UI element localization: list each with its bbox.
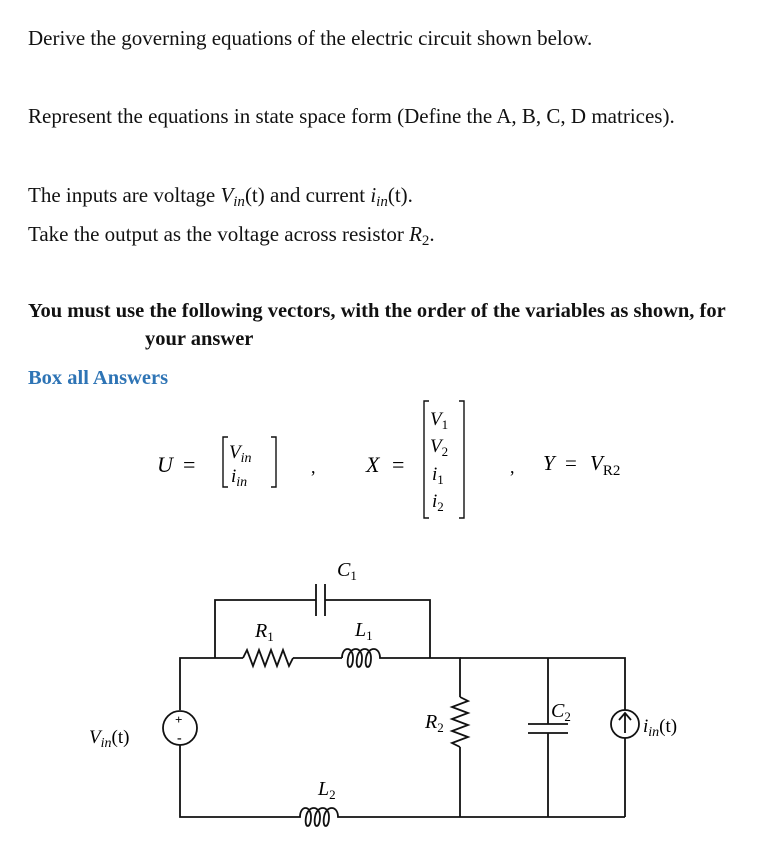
comma-2: , (510, 457, 515, 477)
comma-1: , (311, 457, 316, 477)
u-entry-vin-sub: in (240, 451, 252, 466)
label-r2: $R_2$ (425, 711, 444, 735)
inputs-text-end: . (407, 183, 413, 207)
x-entry-i1: $i_1$ (432, 464, 444, 487)
instruction-state-space: Represent the equations in state space form (Define the A, B, C, D matrices). (28, 104, 675, 128)
label-r1: $R_1$ (255, 620, 274, 644)
label-iin (643, 716, 677, 740)
u-entry-iin-sub: in (236, 475, 248, 490)
label-vin-arg: (t) (111, 727, 130, 748)
iin-symbol: i (370, 183, 377, 207)
label-iin-arg: (t) (659, 716, 678, 737)
output-text-pre: Take the output as the voltage across resistor (28, 222, 410, 246)
r2-symbol: R (409, 222, 422, 246)
u-equals: = (183, 452, 196, 477)
label-iin-base: i (643, 716, 649, 737)
output-text-end: . (429, 222, 435, 246)
label-vin (89, 727, 129, 751)
label-vin-sub: in (100, 736, 112, 751)
x-entry-v1: $V_1$ (430, 409, 449, 432)
y-value-sub: R2 (602, 463, 621, 479)
inputs-text-mid: and current (264, 183, 371, 207)
u-entry-vin-base: V (229, 442, 241, 463)
y-name: Y (543, 451, 555, 475)
vin-arg: (t) (244, 183, 265, 207)
y-equals: = (565, 451, 577, 475)
x-entry-i2-base: i (432, 491, 438, 512)
box-all-answers: Box all Answers (28, 367, 169, 389)
label-c2: $C_2$ (551, 700, 571, 724)
label-vin-base: V (89, 727, 101, 748)
x-equals: = (392, 452, 405, 477)
vectors-instruction-cont: your answer (145, 328, 254, 350)
label-l1: $L_1$ (355, 619, 373, 643)
u-entry-iin-base: i (231, 466, 237, 487)
vin-subscript: in (233, 194, 245, 210)
source-plus: + (175, 712, 183, 727)
u-name: U (157, 452, 173, 477)
r2-subscript: 2 (421, 233, 430, 249)
label-c1: $C_1$ (337, 559, 357, 583)
x-entry-i2: $i_2$ (432, 491, 444, 514)
vin-symbol: V (220, 183, 234, 207)
iin-arg: (t) (387, 183, 408, 207)
x-entry-v2-base: V (430, 436, 442, 457)
x-entry-i1-base: i (432, 464, 438, 485)
x-name: X (366, 452, 380, 477)
label-l2: $L_2$ (318, 778, 336, 802)
iin-subscript: in (376, 194, 388, 210)
x-entry-v2: $V_2$ (430, 436, 449, 459)
label-iin-sub: in (648, 725, 660, 740)
x-entry-v1-base: V (430, 409, 442, 430)
source-minus: - (177, 731, 182, 746)
inputs-text-pre: The inputs are voltage (28, 183, 221, 207)
instruction-derive: Derive the governing equations of the electric circuit shown below. (28, 26, 593, 50)
vectors-instruction: You must use the following vectors, with the order of the variables as shown, for (28, 300, 726, 322)
y-value-base: V (590, 451, 603, 475)
